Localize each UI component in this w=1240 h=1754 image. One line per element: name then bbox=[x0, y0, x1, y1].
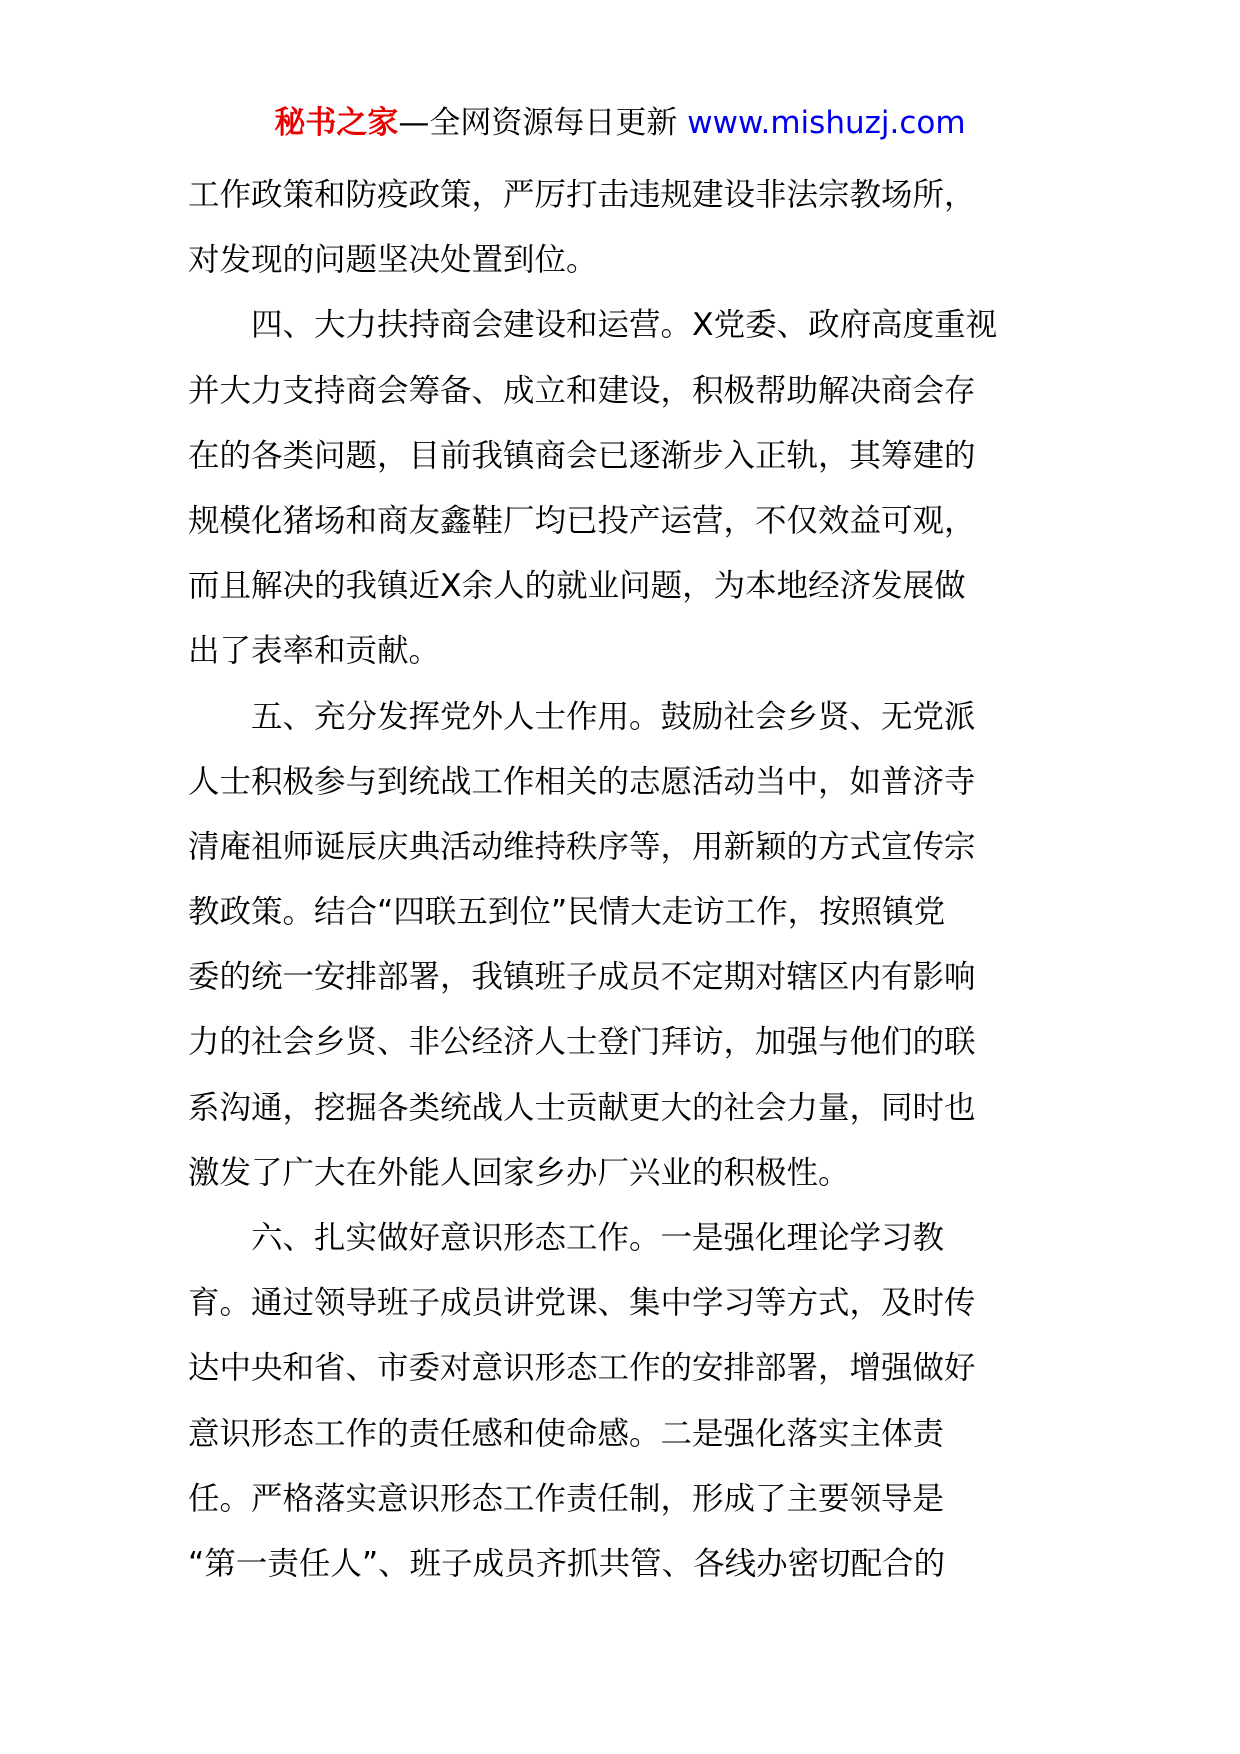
text-line: 六、扎实做好意识形态工作。一是强化理论学习教 bbox=[188, 1220, 945, 1256]
text-line: 力的社会乡贤、非公经济人士登门拜访，加强与他们的联 bbox=[188, 1024, 976, 1061]
text-line: 激发了广大在外能人回家乡办厂兴业的积极性。 bbox=[188, 1154, 850, 1191]
text-line: 任。严格落实意识形态工作责任制，形成了主要领导是 bbox=[188, 1480, 945, 1517]
text-line: 在的各类问题，目前我镇商会已逐渐步入正轨，其筹建的 bbox=[188, 437, 976, 474]
text-line: 并大力支持商会筹备、成立和建设，积极帮助解决商会存 bbox=[188, 372, 976, 409]
text-line: 达中央和省、市委对意识形态工作的安排部署，增强做好 bbox=[188, 1350, 976, 1387]
text-line: 清庵祖师诞辰庆典活动维持秩序等，用新颖的方式宣传宗 bbox=[188, 828, 976, 865]
text-line: 意识形态工作的责任感和使命感。二是强化落实主体责 bbox=[188, 1415, 945, 1452]
text-line: 对发现的问题坚决处置到位。 bbox=[188, 242, 598, 279]
text-line: 系沟通，挖掘各类统战人士贡献更大的社会力量，同时也 bbox=[188, 1089, 976, 1126]
site-tagline: —全网资源每日更新 bbox=[398, 105, 688, 141]
site-brand: 秘书之家 bbox=[274, 105, 399, 141]
document-body bbox=[188, 163, 1068, 1597]
text-line: 四、大力扶持商会建设和运营。X党委、政府高度重视 bbox=[188, 307, 998, 344]
text-line: “第一责任人”、班子成员齐抓共管、各线办密切配合的 bbox=[188, 1545, 946, 1582]
text-line: 五、充分发挥党外人士作用。鼓励社会乡贤、无党派 bbox=[188, 698, 976, 735]
text-line: 而且解决的我镇近X余人的就业问题，为本地经济发展做 bbox=[188, 568, 966, 605]
text-line: 育。通过领导班子成员讲党课、集中学习等方式，及时传 bbox=[188, 1285, 976, 1322]
text-line: 规模化猪场和商友鑫鞋厂均已投产运营，不仅效益可观， bbox=[188, 502, 976, 539]
text-line: 人士积极参与到统战工作相关的志愿活动当中，如普济寺 bbox=[188, 763, 976, 800]
text-line: 出了表率和贡献。 bbox=[188, 633, 441, 670]
text-line: 教政策。结合“四联五到位”民情大走访工作，按照镇党 bbox=[188, 894, 946, 931]
text-line: 工作政策和防疫政策，严厉打击违规建设非法宗教场所， bbox=[188, 177, 976, 213]
text-line: 委的统一安排部署，我镇班子成员不定期对辖区内有影响 bbox=[188, 959, 976, 996]
site-url-link[interactable]: www.mishuzj.com bbox=[687, 105, 966, 141]
site-header bbox=[0, 98, 1240, 148]
